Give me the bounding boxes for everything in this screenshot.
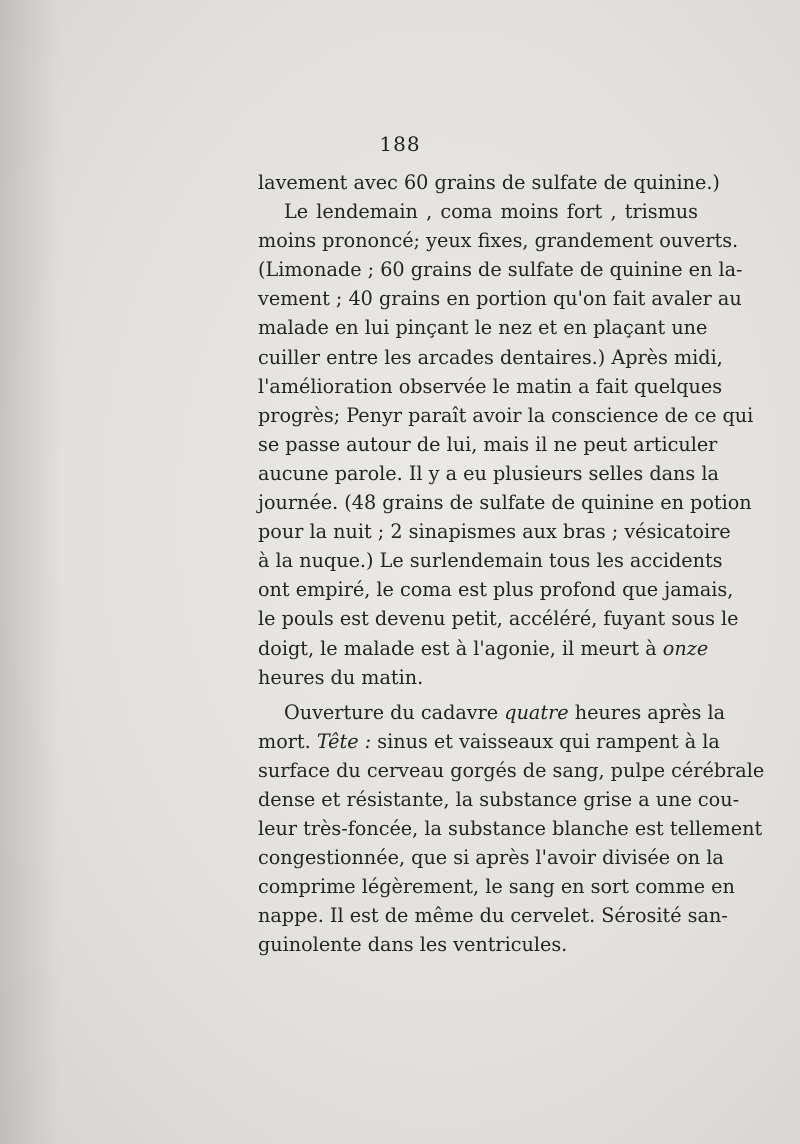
text-fragment: sinus et vaisseaux qui rampent à la	[377, 729, 720, 753]
text-line: le pouls est devenu petit, accéléré, fuyant sous le	[258, 607, 739, 631]
text-fragment: doigt, le malade est à l'agonie, il meurt à	[258, 636, 657, 660]
text-line: aucune parole. Il y a eu plusieurs selles dans la	[258, 461, 719, 485]
page-number: 188	[379, 132, 421, 156]
text-line: Le lendemain , coma moins fort , trismus	[284, 200, 698, 224]
text-line-with-italic	[258, 727, 720, 756]
text-line: lavement avec 60 grains de sulfate de quinine.)	[258, 171, 720, 194]
text-line: nappe. Il est de même du cervelet. Sérosité san-	[258, 904, 728, 928]
text-line: congestionnée, que si après l'avoir divisée on la	[258, 846, 724, 870]
text-fragment: heures après la	[574, 700, 726, 724]
text-line-with-italic	[258, 698, 726, 727]
text-line: vement ; 40 grains en portion qu'on fait avaler au	[258, 287, 742, 311]
text-fragment: Ouverture du cadavre	[284, 700, 499, 724]
italic-word: onze	[662, 636, 709, 660]
text-line: (Limonade ; 60 grains de sulfate de quinine en la-	[258, 258, 743, 282]
text-line: ont empiré, le coma est plus profond que jamais,	[258, 578, 734, 602]
text-line: heures du matin.	[258, 665, 424, 689]
text-line: leur très-foncée, la substance blanche est tellement	[258, 817, 763, 841]
text-line: guinolente dans les ventricules.	[258, 933, 568, 957]
text-line: comprime légèrement, le sang en sort comme en	[258, 875, 735, 899]
text-line: moins prononcé; yeux fixes, grandement ouverts.	[258, 229, 739, 253]
page-spine-shadow	[0, 0, 60, 1144]
text-fragment: mort.	[258, 729, 311, 753]
text-line: progrès; Penyr paraît avoir la conscience de ce qui	[258, 403, 754, 427]
text-line: se passe autour de lui, mais il ne peut articuler	[258, 432, 718, 456]
italic-word: Tête :	[316, 729, 372, 753]
text-line: malade en lui pinçant le nez et en plaçant une	[258, 316, 708, 340]
text-line: dense et résistante, la substance grise a une cou-	[258, 787, 740, 811]
text-line: pour la nuit ; 2 sinapismes aux bras ; vésicatoire	[258, 520, 731, 544]
text-line: l'amélioration observée le matin a fait quelques	[258, 374, 723, 398]
text-line: journée. (48 grains de sulfate de quinine en potion	[258, 491, 752, 515]
italic-word: quatre	[504, 700, 569, 724]
text-line-with-italic	[258, 634, 709, 663]
text-line: cuiller entre les arcades dentaires.) Après midi,	[258, 345, 723, 369]
text-line: à la nuque.) Le surlendemain tous les accidents	[258, 549, 723, 573]
text-line: surface du cerveau gorgés de sang, pulpe cérébrale	[258, 758, 765, 782]
body-text	[258, 168, 765, 960]
